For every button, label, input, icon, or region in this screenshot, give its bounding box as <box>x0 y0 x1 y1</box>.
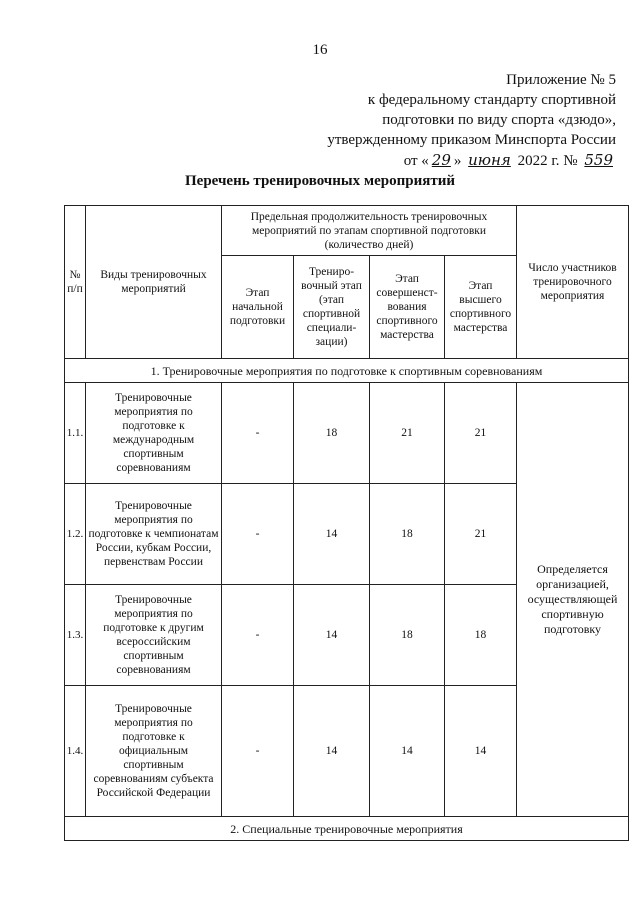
row-highest: 21 <box>445 484 517 585</box>
order-number: 559 <box>584 151 613 169</box>
training-events-table <box>64 205 629 841</box>
table-row <box>65 383 629 484</box>
header-type: Виды тренировочных мероприятий <box>86 206 222 359</box>
row-highest: 14 <box>445 686 517 817</box>
row-type: Тренировочные мероприятия по подготовке к чемпионатам России, кубкам России, первенствам России <box>86 484 222 585</box>
row-num: 1.4. <box>65 686 86 817</box>
row-num: 1.1. <box>65 383 86 484</box>
header-stage-training: Трениро-вочный этап (этап спортивной специали-зации) <box>294 256 370 359</box>
row-type: Тренировочные мероприятия по подготовке к другим всероссийским спортивным соревнованиям <box>86 585 222 686</box>
appendix-date-line <box>286 150 616 171</box>
row-training: 18 <box>294 383 370 484</box>
date-month: июня <box>468 151 511 169</box>
row-improvement: 18 <box>370 484 445 585</box>
header-stage-initial: Этап начальной подготовки <box>222 256 294 359</box>
row-initial: - <box>222 585 294 686</box>
row-type: Тренировочные мероприятия по подготовке к международным спортивным соревнованиям <box>86 383 222 484</box>
section-1-title: 1. Тренировочные мероприятия по подготовке к спортивным соревнованиям <box>65 359 629 383</box>
header-stage-highest: Этап высшего спортивного мастерства <box>445 256 517 359</box>
row-initial: - <box>222 484 294 585</box>
row-improvement: 14 <box>370 686 445 817</box>
row-initial: - <box>222 383 294 484</box>
header-participants: Число участников тренировочного мероприятия <box>517 206 629 359</box>
participants-note: Определяется организацией, осуществляющей спортивную подготовку <box>517 383 629 817</box>
date-year: 2022 г. № <box>517 153 578 169</box>
appendix-line-2: к федеральному стандарту спортивной <box>367 92 616 108</box>
appendix-header <box>286 70 616 171</box>
section-2-title: 2. Специальные тренировочные мероприятия <box>65 817 629 841</box>
appendix-line-3: подготовки по виду спорта «дзюдо», <box>382 112 616 128</box>
row-type: Тренировочные мероприятия по подготовке к официальным спортивным соревнованиям субъекта Российской Федерации <box>86 686 222 817</box>
header-num: № п/п <box>65 206 86 359</box>
document-title: Перечень тренировочных мероприятий <box>185 173 455 189</box>
row-num: 1.2. <box>65 484 86 585</box>
row-training: 14 <box>294 585 370 686</box>
date-prefix: от « <box>403 153 429 169</box>
date-mid: » <box>453 153 462 169</box>
header-duration: Предельная продолжительность тренировочных мероприятий по этапам спортивной подготовки (количество дней) <box>222 206 517 256</box>
row-improvement: 21 <box>370 383 445 484</box>
row-highest: 21 <box>445 383 517 484</box>
row-improvement: 18 <box>370 585 445 686</box>
row-training: 14 <box>294 686 370 817</box>
row-training: 14 <box>294 484 370 585</box>
row-initial: - <box>222 686 294 817</box>
header-stage-improvement: Этап совершенст-вования спортивного мастерства <box>370 256 445 359</box>
page-number: 16 <box>312 42 328 58</box>
appendix-line-1: Приложение № 5 <box>506 72 616 88</box>
date-day: 29 <box>431 151 451 169</box>
row-num: 1.3. <box>65 585 86 686</box>
row-highest: 18 <box>445 585 517 686</box>
appendix-line-4: утвержденному приказом Минспорта России <box>327 132 616 148</box>
